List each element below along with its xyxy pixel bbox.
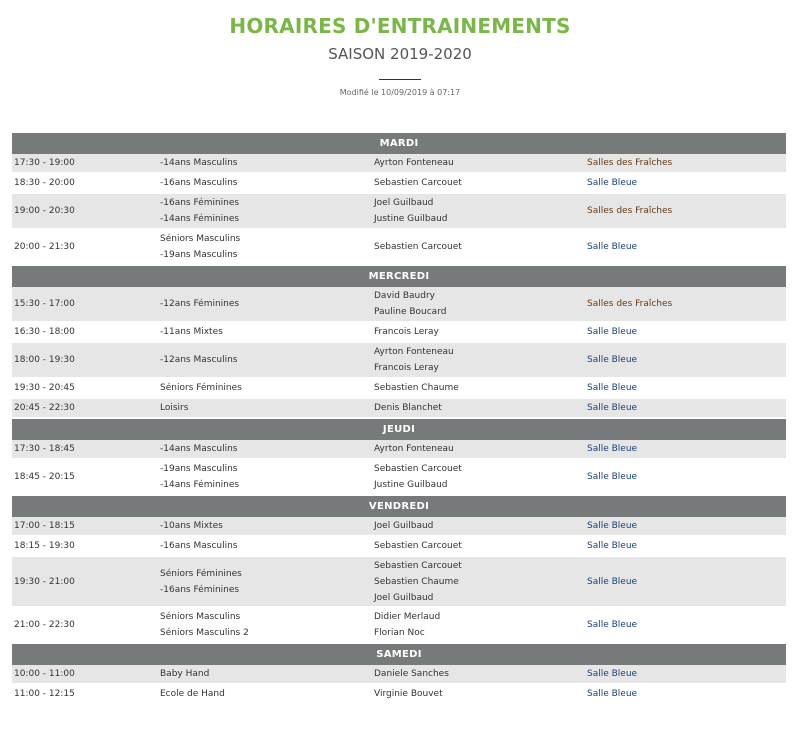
session-coaches <box>372 342 585 378</box>
group-name: -14ans Féminines <box>160 480 240 490</box>
coach-name: Sebastien Carcouet <box>374 178 462 188</box>
schedule-row <box>12 154 786 173</box>
day-header-row <box>12 265 786 287</box>
group-name: Séniors Masculins <box>160 234 241 244</box>
coach-name: Daniele Sanches <box>374 669 449 679</box>
group-name: -16ans Féminines <box>160 584 240 595</box>
session-groups <box>158 173 372 193</box>
session-time: 11:00 - 12:15 <box>12 684 158 704</box>
session-location: Salle Bleue <box>585 684 786 704</box>
coach-name: Sebastien Carcouet <box>374 560 462 571</box>
day-header-row <box>12 133 786 154</box>
schedule-row <box>12 440 786 459</box>
session-time: 17:00 - 18:15 <box>12 517 158 536</box>
day-name: JEUDI <box>12 418 786 440</box>
session-groups <box>158 342 372 378</box>
page-header <box>0 0 800 99</box>
group-name: -16ans Féminines <box>160 198 240 208</box>
coach-name: Pauline Boucard <box>374 307 447 317</box>
session-time: 19:30 - 20:45 <box>12 378 158 398</box>
schedule-row <box>12 556 786 607</box>
session-coaches <box>372 517 585 536</box>
schedule-row <box>12 287 786 322</box>
session-time: 18:45 - 20:15 <box>12 459 158 495</box>
schedule-row <box>12 173 786 193</box>
coach-name: Justine Guilbaud <box>374 214 448 224</box>
day-header-row <box>12 495 786 517</box>
schedule-row <box>12 684 786 704</box>
schedule-row <box>12 536 786 556</box>
session-time: 16:30 - 18:00 <box>12 322 158 342</box>
coach-name: Joel Guilbaud <box>374 521 434 531</box>
session-location: Salle Bleue <box>585 665 786 684</box>
coach-name: Sebastien Carcouet <box>374 464 462 474</box>
coach-name: David Baudry <box>374 291 435 301</box>
schedule-row <box>12 607 786 643</box>
session-location: Salle Bleue <box>585 607 786 643</box>
group-name: Séniors Masculins 2 <box>160 628 249 638</box>
session-time: 17:30 - 19:00 <box>12 154 158 173</box>
day-header-row <box>12 643 786 665</box>
session-groups <box>158 684 372 704</box>
coach-name: Ayrton Fonteneau <box>374 347 454 357</box>
session-time: 15:30 - 17:00 <box>12 287 158 322</box>
session-groups <box>158 193 372 229</box>
group-name: Baby Hand <box>160 669 210 679</box>
session-location: Salle Bleue <box>585 440 786 459</box>
session-location: Salles des Fraîches <box>585 193 786 229</box>
session-time: 18:30 - 20:00 <box>12 173 158 193</box>
page-title: HORAIRES D'ENTRAINEMENTS <box>229 14 571 38</box>
coach-name: Ayrton Fonteneau <box>374 444 454 454</box>
group-name: Séniors Féminines <box>160 568 242 579</box>
session-coaches <box>372 536 585 556</box>
session-location: Salle Bleue <box>585 398 786 418</box>
coach-name: Ayrton Fonteneau <box>374 158 454 168</box>
session-coaches <box>372 154 585 173</box>
coach-name: Sebastien Chaume <box>374 383 459 393</box>
session-time: 20:00 - 21:30 <box>12 229 158 265</box>
coach-name: Sebastien Carcouet <box>374 541 462 551</box>
schedule-body <box>12 133 786 704</box>
schedule-row <box>12 193 786 229</box>
session-time: 20:45 - 22:30 <box>12 398 158 418</box>
session-coaches <box>372 665 585 684</box>
coach-name: Denis Blanchet <box>374 403 442 413</box>
session-location: Salle Bleue <box>585 517 786 536</box>
session-groups <box>158 440 372 459</box>
session-location: Salles des Fraîches <box>585 287 786 322</box>
training-schedule-table <box>12 133 786 705</box>
session-coaches <box>372 378 585 398</box>
session-groups <box>158 378 372 398</box>
session-groups <box>158 607 372 643</box>
session-groups <box>158 229 372 265</box>
coach-name: Francois Leray <box>374 327 439 337</box>
session-coaches <box>372 440 585 459</box>
day-header-row <box>12 418 786 440</box>
group-name: Séniors Masculins <box>160 612 241 622</box>
modified-date: Modifié le 10/09/2019 à 07:17 <box>339 88 461 97</box>
session-coaches <box>372 607 585 643</box>
group-name: -19ans Masculins <box>160 250 238 260</box>
session-location: Salle Bleue <box>585 322 786 342</box>
group-name: Loisirs <box>160 403 189 413</box>
coach-name: Sebastien Carcouet <box>374 242 462 252</box>
title-divider <box>379 79 421 80</box>
group-name: -12ans Féminines <box>160 299 240 309</box>
session-coaches <box>372 322 585 342</box>
session-coaches <box>372 684 585 704</box>
session-coaches <box>372 459 585 495</box>
session-groups <box>158 154 372 173</box>
schedule-row <box>12 342 786 378</box>
schedule-row <box>12 665 786 684</box>
session-groups <box>158 665 372 684</box>
session-location: Salles des Fraîches <box>585 154 786 173</box>
group-name: Ecole de Hand <box>160 689 225 699</box>
coach-name: Virginie Bouvet <box>374 689 443 699</box>
schedule-row <box>12 517 786 536</box>
group-name: -12ans Masculins <box>160 355 238 365</box>
group-name: -14ans Masculins <box>160 158 238 168</box>
group-name: -16ans Masculins <box>160 541 238 551</box>
group-name: -14ans Féminines <box>160 214 240 224</box>
session-time: 17:30 - 18:45 <box>12 440 158 459</box>
schedule-row <box>12 229 786 265</box>
day-name: MERCREDI <box>12 265 786 287</box>
session-location: Salle Bleue <box>585 459 786 495</box>
session-groups <box>158 536 372 556</box>
coach-name: Didier Merlaud <box>374 612 441 622</box>
schedule-row <box>12 322 786 342</box>
session-location: Salle Bleue <box>585 536 786 556</box>
session-location: Salle Bleue <box>585 378 786 398</box>
session-groups <box>158 398 372 418</box>
session-groups <box>158 459 372 495</box>
coach-name: Justine Guilbaud <box>374 480 448 490</box>
schedule-row <box>12 459 786 495</box>
session-groups <box>158 287 372 322</box>
group-name: Séniors Féminines <box>160 383 242 393</box>
session-location: Salle Bleue <box>585 229 786 265</box>
session-time: 18:00 - 19:30 <box>12 342 158 378</box>
coach-name: Sebastien Chaume <box>374 576 459 587</box>
group-name: -10ans Mixtes <box>160 521 223 531</box>
group-name: -16ans Masculins <box>160 178 238 188</box>
session-coaches <box>372 229 585 265</box>
session-location: Salle Bleue <box>585 556 786 607</box>
day-name: VENDREDI <box>12 495 786 517</box>
season-subtitle: SAISON 2019-2020 <box>328 45 472 63</box>
session-time: 18:15 - 19:30 <box>12 536 158 556</box>
coach-name: Francois Leray <box>374 363 439 373</box>
session-coaches <box>372 173 585 193</box>
session-time: 21:00 - 22:30 <box>12 607 158 643</box>
session-location: Salle Bleue <box>585 173 786 193</box>
session-coaches <box>372 398 585 418</box>
session-coaches <box>372 556 585 607</box>
session-location: Salle Bleue <box>585 342 786 378</box>
group-name: -19ans Masculins <box>160 464 238 474</box>
session-groups <box>158 322 372 342</box>
session-time: 19:30 - 21:00 <box>12 556 158 607</box>
schedule-row <box>12 398 786 418</box>
day-name: MARDI <box>12 133 786 154</box>
session-time: 19:00 - 20:30 <box>12 193 158 229</box>
schedule-row <box>12 378 786 398</box>
day-name: SAMEDI <box>12 643 786 665</box>
session-groups <box>158 556 372 607</box>
session-time: 10:00 - 11:00 <box>12 665 158 684</box>
session-coaches <box>372 193 585 229</box>
session-groups <box>158 517 372 536</box>
group-name: -14ans Masculins <box>160 444 238 454</box>
session-coaches <box>372 287 585 322</box>
coach-name: Florian Noc <box>374 628 425 638</box>
group-name: -11ans Mixtes <box>160 327 223 337</box>
coach-name: Joel Guilbaud <box>374 592 434 603</box>
coach-name: Joel Guilbaud <box>374 198 434 208</box>
